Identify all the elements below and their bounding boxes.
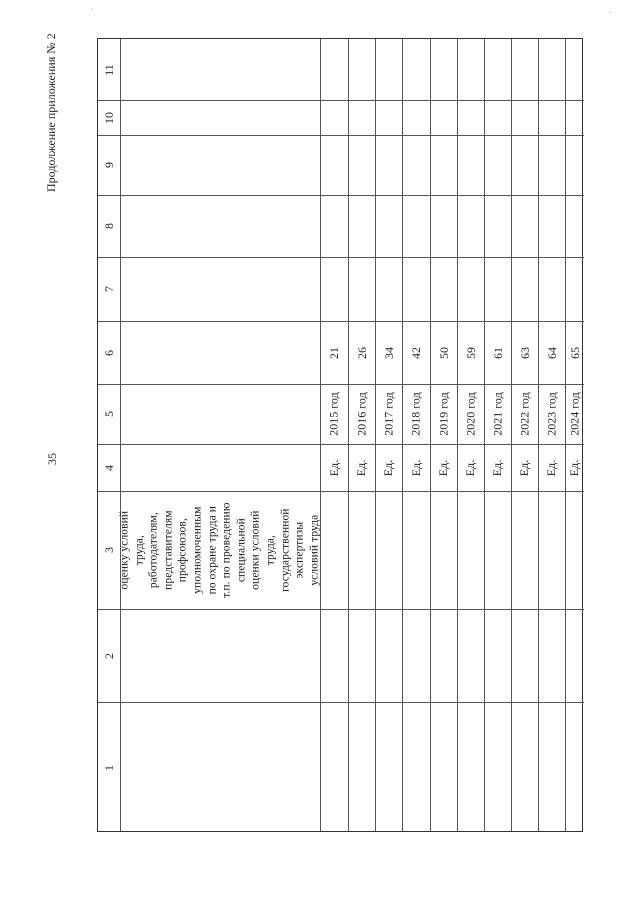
row-year: 2024 год — [567, 392, 582, 436]
row-value: 64 — [544, 346, 559, 359]
row-unit: Ед. — [381, 459, 396, 476]
row-unit: Ед. — [436, 459, 451, 476]
row-unit-cell — [348, 444, 375, 491]
column-number-9 — [98, 135, 120, 195]
column-number-label: 11 — [102, 63, 116, 76]
column-number-label: 4 — [102, 464, 116, 471]
row-value: 63 — [517, 346, 532, 359]
row-unit: Ед. — [517, 459, 532, 476]
column-number-4 — [98, 444, 120, 491]
row-year-cell — [565, 384, 584, 444]
row-value-cell — [484, 321, 511, 384]
row-value: 26 — [354, 346, 369, 359]
row-year-cell — [511, 384, 538, 444]
column-number-7 — [98, 257, 120, 321]
column-divider — [120, 257, 584, 258]
column-number-6 — [98, 321, 120, 384]
column-number-label: 10 — [102, 111, 116, 124]
row-year: 2017 год — [381, 392, 396, 436]
row-value-cell — [565, 321, 584, 384]
column-number-2 — [98, 609, 120, 702]
column-number-8 — [98, 195, 120, 257]
row-year: 2022 год — [517, 392, 532, 436]
row-value: 21 — [327, 346, 341, 359]
row-year: 2023 год — [544, 392, 559, 436]
row-divider — [120, 39, 121, 831]
row-year-cell — [402, 384, 430, 444]
column-number-1 — [98, 702, 120, 833]
row-year-cell — [320, 384, 348, 444]
row-value-cell — [457, 321, 484, 384]
column-number-label: 9 — [102, 162, 116, 168]
continuation-note: Продолжение приложения № 2 — [44, 33, 58, 192]
row-unit: Ед. — [463, 459, 478, 476]
row-unit: Ед. — [567, 459, 582, 476]
column-divider — [120, 702, 584, 703]
row-year: 2018 год — [409, 392, 424, 436]
row-unit-cell — [320, 444, 348, 491]
column-number-label: 7 — [102, 286, 116, 292]
scan-speck — [610, 12, 611, 13]
column-number-11 — [98, 39, 120, 100]
row-unit: Ед. — [327, 459, 341, 476]
row-year: 2020 год — [463, 392, 478, 436]
column-number-5 — [98, 384, 120, 444]
column-number-label: 2 — [102, 652, 116, 659]
row-value-cell — [375, 321, 402, 384]
row-year-cell — [538, 384, 565, 444]
row-unit: Ед. — [354, 459, 369, 476]
row-unit-cell — [511, 444, 538, 491]
column-divider — [120, 195, 584, 196]
row-unit: Ед. — [409, 459, 423, 476]
row-value-cell — [538, 321, 565, 384]
column-number-label: 3 — [102, 547, 116, 553]
column-divider — [120, 135, 584, 136]
column-number-label: 8 — [102, 223, 116, 229]
row-value-cell — [511, 321, 538, 384]
row-unit-cell — [375, 444, 402, 491]
row-value-cell — [402, 321, 430, 384]
row-unit: Ед. — [490, 459, 505, 476]
row-value: 59 — [463, 346, 478, 359]
column-number-label: 1 — [102, 764, 116, 771]
row-year-cell — [430, 384, 457, 444]
row-unit-cell — [538, 444, 565, 491]
row-unit-cell — [402, 444, 430, 491]
row-value: 61 — [490, 346, 505, 359]
row-value: 42 — [409, 346, 423, 359]
column-number-label: 5 — [102, 411, 116, 417]
scan-speck — [91, 9, 92, 10]
row-value: 34 — [381, 346, 396, 359]
row-value-cell — [348, 321, 375, 384]
row-unit-cell — [430, 444, 457, 491]
row-unit-cell — [565, 444, 584, 491]
row-value: 65 — [567, 346, 582, 359]
row-year-cell — [457, 384, 484, 444]
row-unit: Ед. — [544, 459, 559, 476]
row-year: 2016 год — [354, 392, 369, 436]
row-year-cell — [348, 384, 375, 444]
row-value-cell — [430, 321, 457, 384]
row-year-cell — [484, 384, 511, 444]
indicator-description-cell — [120, 481, 320, 619]
row-year-cell — [375, 384, 402, 444]
row-year: 2019 год — [436, 392, 451, 436]
row-year: 2015 год — [327, 392, 342, 436]
row-unit-cell — [484, 444, 511, 491]
indicator-description: оценку условий труда, работодателям, представителям профсоюзов, уполномоченным по охране труда и т.п. по проведению специальной оценки условий труда, государственной экспертизы условий труда — [118, 502, 321, 598]
column-number-label: 6 — [102, 349, 116, 356]
row-value-cell — [320, 321, 348, 384]
row-unit-cell — [457, 444, 484, 491]
row-year: 2021 год — [490, 392, 505, 436]
page-number: 35 — [45, 453, 59, 465]
column-divider — [120, 100, 584, 101]
column-number-10 — [98, 100, 120, 135]
row-value: 50 — [436, 346, 451, 359]
data-table — [97, 38, 583, 832]
